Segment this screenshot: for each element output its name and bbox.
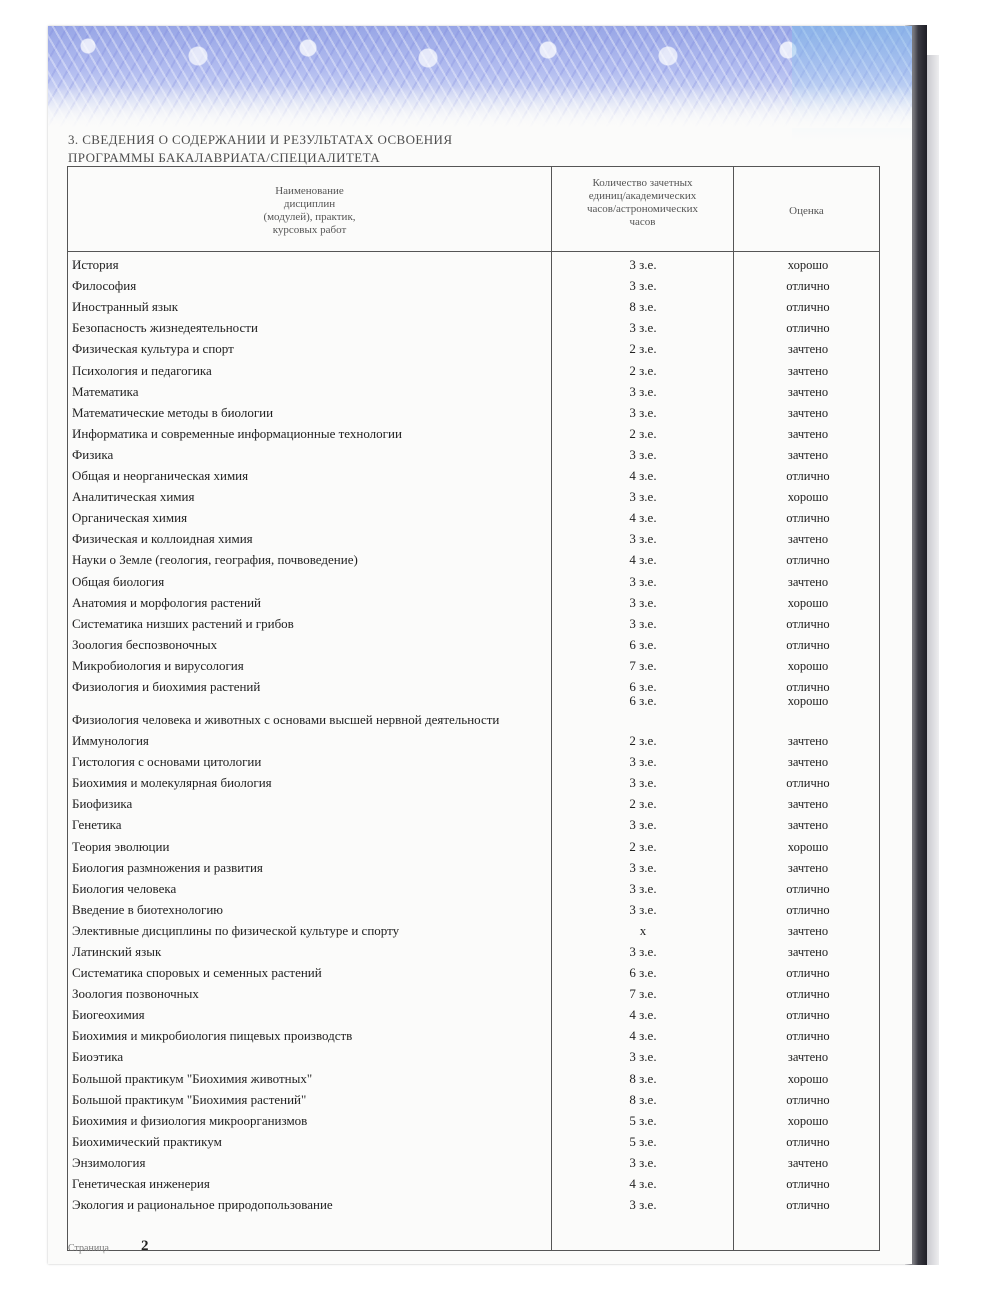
discipline-credits: 3 з.е. bbox=[629, 383, 657, 399]
discipline-credits: 3 з.е. bbox=[629, 1154, 657, 1170]
discipline-name: Экология и рациональное природопользование bbox=[72, 1197, 333, 1213]
table-row bbox=[68, 1022, 879, 1043]
discipline-credits: 3 з.е. bbox=[629, 594, 657, 610]
discipline-name: Биология размножения и развития bbox=[72, 859, 263, 875]
discipline-grade: хорошо bbox=[787, 693, 829, 708]
discipline-grade: зачтено bbox=[787, 860, 829, 875]
discipline-credits: 8 з.е. bbox=[629, 1091, 657, 1107]
discipline-name: Систематика низших растений и грибов bbox=[72, 615, 294, 631]
discipline-name: Биоэтика bbox=[72, 1049, 124, 1065]
table-row bbox=[68, 811, 879, 832]
discipline-grade: отлично bbox=[786, 1198, 830, 1213]
discipline-credits: 5 з.е. bbox=[629, 1112, 657, 1128]
discipline-grade: хорошо bbox=[787, 1113, 829, 1128]
discipline-grade: отлично bbox=[786, 1134, 830, 1149]
discipline-credits: 4 з.е. bbox=[629, 1176, 657, 1192]
discipline-credits: 4 з.е. bbox=[629, 1028, 657, 1044]
table-row bbox=[68, 875, 879, 896]
discipline-name: Биохимия и молекулярная биология bbox=[72, 775, 272, 791]
discipline-name: Систематика споровых и семенных растений bbox=[72, 965, 322, 981]
discipline-grade: зачтено bbox=[787, 1050, 829, 1065]
discipline-name: Биохимия и физиология микроорганизмов bbox=[72, 1112, 308, 1128]
discipline-credits: 3 з.е. bbox=[629, 257, 657, 273]
table-row bbox=[68, 525, 879, 546]
table-row bbox=[68, 748, 879, 769]
discipline-grade: отлично bbox=[786, 987, 830, 1002]
discipline-name: Философия bbox=[72, 278, 137, 294]
discipline-name: Общая биология bbox=[72, 573, 165, 589]
discipline-grade: отлично bbox=[786, 469, 830, 484]
table-row bbox=[68, 727, 879, 748]
discipline-credits: 2 з.е. bbox=[629, 733, 657, 749]
table-row bbox=[68, 790, 879, 811]
discipline-grade: отлично bbox=[786, 1029, 830, 1044]
discipline-grade: зачтено bbox=[787, 1155, 829, 1170]
discipline-name: Гистология с основами цитологии bbox=[72, 754, 262, 770]
table-row bbox=[68, 293, 879, 314]
discipline-grade: зачтено bbox=[787, 447, 829, 462]
table-row bbox=[68, 896, 879, 917]
table-row bbox=[68, 399, 879, 420]
table-row bbox=[68, 1170, 879, 1191]
table-row bbox=[68, 631, 879, 652]
discipline-grade: зачтено bbox=[787, 923, 829, 938]
table-row bbox=[68, 251, 879, 272]
discipline-name: Большой практикум "Биохимия животных" bbox=[72, 1070, 313, 1086]
discipline-credits: 3 з.е. bbox=[629, 404, 657, 420]
table-row bbox=[68, 483, 879, 504]
table-row bbox=[68, 673, 879, 694]
discipline-name: Генетическая инженерия bbox=[72, 1176, 210, 1192]
discipline-credits: 3 з.е. bbox=[629, 278, 657, 294]
table-row bbox=[68, 652, 879, 673]
table-row bbox=[68, 314, 879, 335]
discipline-credits: 3 з.е. bbox=[629, 573, 657, 589]
table-row bbox=[68, 694, 879, 727]
discipline-grade: зачтено bbox=[787, 405, 829, 420]
table-row bbox=[68, 1064, 879, 1085]
discipline-grade: отлично bbox=[786, 902, 830, 917]
discipline-credits: 3 з.е. bbox=[629, 859, 657, 875]
discipline-grade: отлично bbox=[786, 637, 830, 652]
discipline-grade: хорошо bbox=[787, 1071, 829, 1086]
table-row bbox=[68, 1107, 879, 1128]
discipline-credits: 2 з.е. bbox=[629, 425, 657, 441]
discipline-name: Безопасность жизнедеятельности bbox=[72, 320, 258, 336]
discipline-name: Введение в биотехнологию bbox=[72, 901, 223, 917]
discipline-grade: отлично bbox=[786, 966, 830, 981]
discipline-name: Науки о Земле (геология, география, почвоведение) bbox=[72, 552, 358, 568]
discipline-name: Биофизика bbox=[72, 796, 133, 812]
discipline-credits: 6 з.е. bbox=[629, 678, 657, 694]
discipline-credits: 3 з.е. bbox=[629, 531, 657, 547]
table-body bbox=[68, 251, 879, 1212]
discipline-grade: зачтено bbox=[787, 734, 829, 749]
table-row bbox=[68, 854, 879, 875]
discipline-name: Психология и педагогика bbox=[72, 362, 212, 378]
discipline-name: Биогеохимия bbox=[72, 1007, 145, 1023]
discipline-name: Большой практикум "Биохимия растений" bbox=[72, 1091, 307, 1107]
discipline-credits: 3 з.е. bbox=[629, 775, 657, 791]
discipline-name: Биология человека bbox=[72, 880, 177, 896]
discipline-credits: 3 з.е. bbox=[629, 320, 657, 336]
section-heading-line-2: ПРОГРАММЫ БАКАЛАВРИАТА/СПЕЦИАЛИТЕТА bbox=[68, 150, 381, 165]
discipline-grade: зачтено bbox=[787, 342, 829, 357]
discipline-credits: 3 з.е. bbox=[629, 754, 657, 770]
discipline-grade: хорошо bbox=[787, 839, 829, 854]
discipline-grade: зачтено bbox=[787, 574, 829, 589]
footer-page-label: Страница bbox=[68, 1243, 109, 1254]
table-row bbox=[68, 504, 879, 525]
discipline-grade: отлично bbox=[786, 279, 830, 294]
discipline-credits: 5 з.е. bbox=[629, 1133, 657, 1149]
discipline-name: Общая и неорганическая химия bbox=[72, 468, 249, 484]
discipline-name: Физика bbox=[72, 446, 114, 462]
table-row bbox=[68, 769, 879, 790]
discipline-grade: хорошо bbox=[787, 595, 829, 610]
discipline-name: Аналитическая химия bbox=[72, 489, 195, 505]
discipline-credits: 3 з.е. bbox=[629, 880, 657, 896]
table-row bbox=[68, 1149, 879, 1170]
discipline-credits: 2 з.е. bbox=[629, 341, 657, 357]
discipline-credits: 4 з.е. bbox=[629, 552, 657, 568]
table-row bbox=[68, 917, 879, 938]
discipline-name: Математические методы в биологии bbox=[72, 404, 274, 420]
table-row bbox=[68, 1191, 879, 1212]
discipline-name: Математика bbox=[72, 383, 139, 399]
discipline-name: Зоология беспозвоночных bbox=[72, 636, 218, 652]
table-row bbox=[68, 378, 879, 399]
discipline-credits: 3 з.е. bbox=[629, 901, 657, 917]
discipline-grade: отлично bbox=[786, 1008, 830, 1023]
discipline-name: Зоология позвоночных bbox=[72, 986, 199, 1002]
table-row bbox=[68, 567, 879, 588]
table-row bbox=[68, 1043, 879, 1064]
discipline-credits: 2 з.е. bbox=[629, 796, 657, 812]
table-row bbox=[68, 462, 879, 483]
discipline-credits: 4 з.е. bbox=[629, 510, 657, 526]
section-heading bbox=[68, 131, 688, 167]
discipline-name: Биохимический практикум bbox=[72, 1133, 222, 1149]
discipline-grade: отлично bbox=[786, 1177, 830, 1192]
discipline-grade: отлично bbox=[786, 776, 830, 791]
discipline-credits: 3 з.е. bbox=[629, 615, 657, 631]
discipline-grade: хорошо bbox=[787, 658, 829, 673]
table-row bbox=[68, 335, 879, 356]
discipline-grade: зачтено bbox=[787, 363, 829, 378]
discipline-grade: зачтено bbox=[787, 755, 829, 770]
discipline-credits: 3 з.е. bbox=[629, 489, 657, 505]
footer-page-number: 2 bbox=[141, 1238, 149, 1254]
discipline-grade: зачтено bbox=[787, 384, 829, 399]
discipline-name: Информатика и современные информационные технологии bbox=[72, 425, 402, 441]
book-edge-pages bbox=[927, 55, 939, 1265]
header-grade: Оценка bbox=[789, 205, 824, 217]
discipline-name: Физиология и биохимия растений bbox=[72, 678, 261, 694]
discipline-credits: x bbox=[639, 922, 647, 938]
table-row bbox=[68, 420, 879, 441]
disciplines-table bbox=[67, 166, 880, 1251]
discipline-grade: зачтено bbox=[787, 945, 829, 959]
document-page bbox=[48, 26, 912, 1264]
discipline-name: Анатомия и морфология растений bbox=[72, 594, 262, 610]
table-row bbox=[68, 272, 879, 293]
section-heading-line-1: 3. СВЕДЕНИЯ О СОДЕРЖАНИИ И РЕЗУЛЬТАТАХ ОСВОЕНИЯ bbox=[68, 132, 453, 147]
table-row bbox=[68, 1001, 879, 1022]
discipline-credits: 3 з.е. bbox=[629, 817, 657, 833]
discipline-credits: 3 з.е. bbox=[629, 944, 657, 959]
discipline-credits: 4 з.е. bbox=[629, 1007, 657, 1023]
discipline-name: Иностранный язык bbox=[72, 299, 179, 315]
header-name: Наименование дисциплин (модулей), практик, курсовых работ bbox=[263, 185, 356, 236]
discipline-credits: 3 з.е. bbox=[629, 1049, 657, 1065]
discipline-credits: 8 з.е. bbox=[629, 1070, 657, 1086]
table-row bbox=[68, 959, 879, 980]
discipline-grade: хорошо bbox=[787, 258, 829, 273]
table-row bbox=[68, 1128, 879, 1149]
discipline-credits: 2 з.е. bbox=[629, 838, 657, 854]
discipline-credits: 6 з.е. bbox=[629, 692, 657, 708]
table-row bbox=[68, 832, 879, 853]
discipline-credits: 3 з.е. bbox=[629, 446, 657, 462]
table-row bbox=[68, 356, 879, 377]
discipline-credits: 4 з.е. bbox=[629, 468, 657, 484]
discipline-grade: зачтено bbox=[787, 532, 829, 547]
discipline-name: Микробиология и вирусология bbox=[72, 657, 244, 673]
discipline-grade: отлично bbox=[786, 321, 830, 336]
discipline-credits: 8 з.е. bbox=[629, 299, 657, 315]
discipline-grade: зачтено bbox=[787, 426, 829, 441]
discipline-credits: 6 з.е. bbox=[629, 965, 657, 981]
discipline-name: Теория эволюции bbox=[72, 838, 170, 854]
table-row bbox=[68, 610, 879, 631]
discipline-name: Биохимия и микробиология пищевых производств bbox=[72, 1028, 353, 1044]
table-row bbox=[68, 1086, 879, 1107]
discipline-name: Энзимология bbox=[72, 1154, 146, 1170]
discipline-grade: зачтено bbox=[787, 818, 829, 833]
discipline-grade: отлично bbox=[786, 616, 830, 631]
discipline-grade: хорошо bbox=[787, 490, 829, 505]
discipline-grade: отлично bbox=[786, 553, 830, 568]
discipline-name: Физическая культура и спорт bbox=[72, 341, 234, 357]
discipline-credits: 7 з.е. bbox=[629, 986, 657, 1002]
discipline-name: Генетика bbox=[72, 817, 122, 833]
table-row bbox=[68, 980, 879, 1001]
discipline-credits: 3 з.е. bbox=[629, 1197, 657, 1213]
discipline-name: Латинский язык bbox=[72, 944, 162, 959]
table-row bbox=[68, 938, 879, 959]
discipline-grade: отлично bbox=[786, 881, 830, 896]
discipline-name: Физиология человека и животных с основами высшей нервной деятельности bbox=[72, 711, 500, 727]
discipline-credits: 6 з.е. bbox=[629, 636, 657, 652]
discipline-grade: зачтено bbox=[787, 797, 829, 812]
table-row bbox=[68, 441, 879, 462]
discipline-name: Органическая химия bbox=[72, 510, 188, 526]
discipline-grade: отлично bbox=[786, 300, 830, 315]
table-row bbox=[68, 589, 879, 610]
discipline-credits: 7 з.е. bbox=[629, 657, 657, 673]
discipline-credits: 2 з.е. bbox=[629, 362, 657, 378]
discipline-name: История bbox=[72, 257, 119, 273]
discipline-grade: отлично bbox=[786, 1092, 830, 1107]
table-row bbox=[68, 546, 879, 567]
discipline-name: Физическая и коллоидная химия bbox=[72, 531, 253, 547]
discipline-name: Элективные дисциплины по физической культуре и спорту bbox=[72, 922, 400, 938]
discipline-name: Иммунология bbox=[72, 733, 149, 749]
header-credits: Количество зачетных единиц/академических часов/астрономических часов bbox=[586, 177, 699, 228]
discipline-grade: отлично bbox=[786, 511, 830, 526]
discipline-grade: отлично bbox=[786, 679, 830, 694]
